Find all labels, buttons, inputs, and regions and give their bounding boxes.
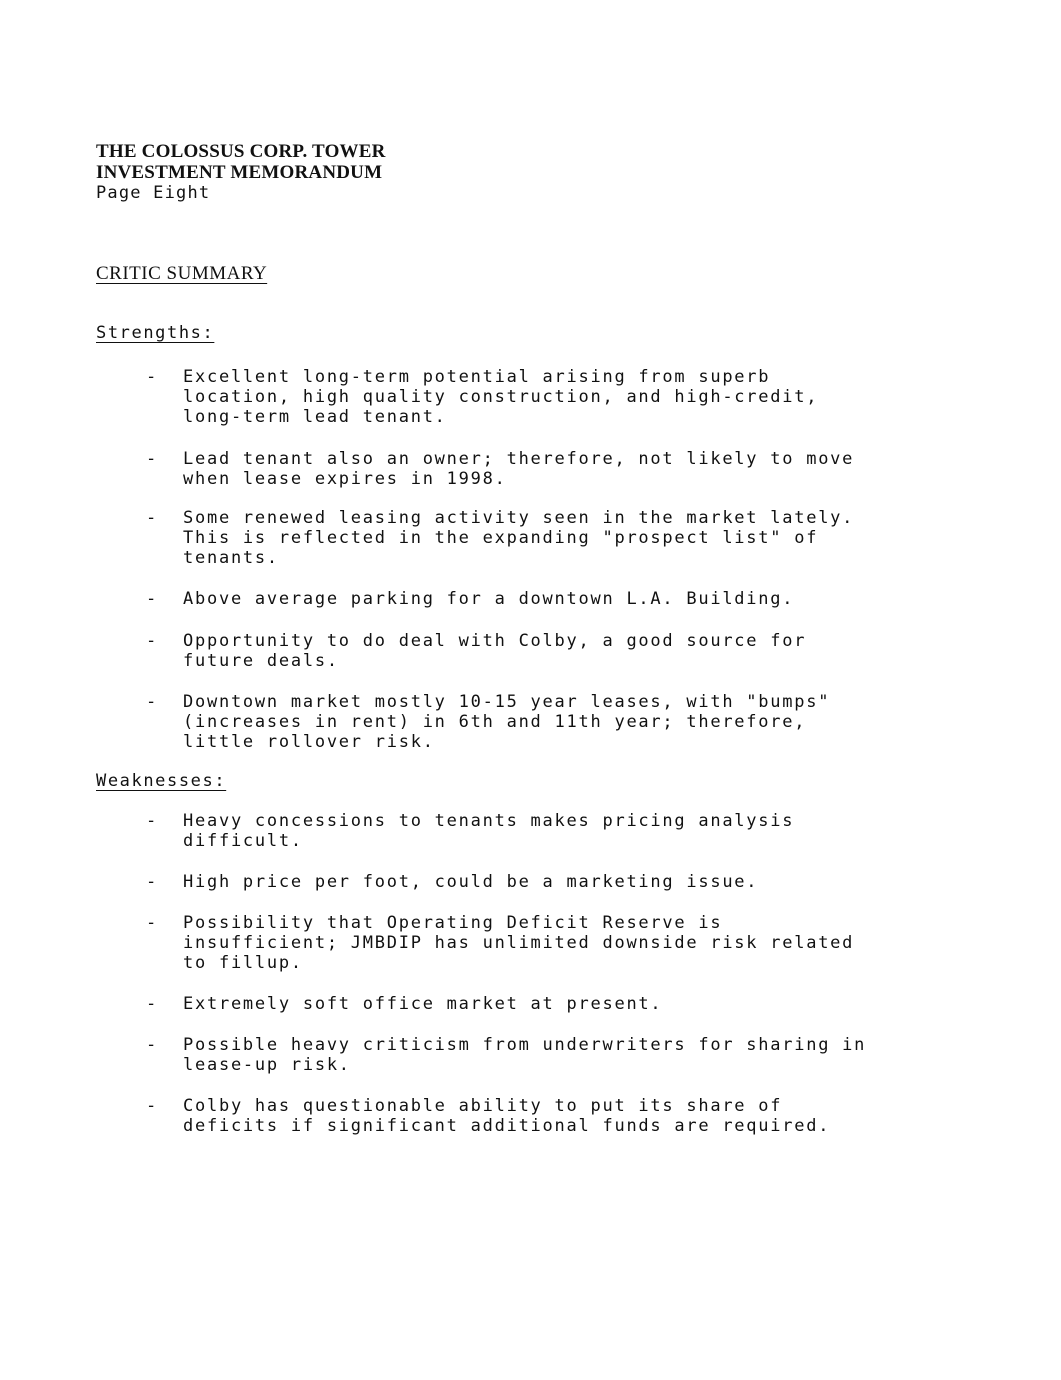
bullet-dash: - bbox=[146, 913, 158, 933]
section-title: CRITIC SUMMARY bbox=[96, 263, 268, 284]
bullet-dash: - bbox=[146, 1035, 158, 1055]
header-title: THE COLOSSUS CORP. TOWER bbox=[96, 141, 386, 162]
weaknesses-heading: Weaknesses: bbox=[96, 771, 227, 791]
bullet-dash: - bbox=[146, 692, 158, 712]
weakness-text: Possibility that Operating Deficit Reserve is insufficient; JMBDIP has unlimited downside risk related to fillup. bbox=[183, 913, 855, 973]
header-page-number: Page Eight bbox=[96, 183, 211, 203]
bullet-dash: - bbox=[146, 811, 158, 831]
bullet-dash: - bbox=[146, 872, 158, 892]
bullet-dash: - bbox=[146, 367, 158, 387]
weakness-text: Possible heavy criticism from underwriters for sharing in lease-up risk. bbox=[183, 1035, 867, 1075]
bullet-dash: - bbox=[146, 589, 158, 609]
strength-text: Above average parking for a downtown L.A. Building. bbox=[183, 589, 795, 609]
weakness-text: High price per foot, could be a marketing issue. bbox=[183, 872, 759, 892]
strength-text: Lead tenant also an owner; therefore, not likely to move when lease expires in 1998. bbox=[183, 449, 855, 489]
strength-text: Downtown market mostly 10-15 year leases, with "bumps" (increases in rent) in 6th and 11th year; therefore, little rollover risk. bbox=[183, 692, 831, 752]
bullet-dash: - bbox=[146, 449, 158, 469]
bullet-dash: - bbox=[146, 994, 158, 1014]
weakness-text: Colby has questionable ability to put its share of deficits if significant additional funds are required. bbox=[183, 1096, 831, 1136]
weakness-text: Extremely soft office market at present. bbox=[183, 994, 663, 1014]
document-header bbox=[96, 141, 386, 204]
strength-text: Excellent long-term potential arising from superb location, high quality construction, and high-credit, long-term lead tenant. bbox=[183, 367, 819, 427]
bullet-dash: - bbox=[146, 1096, 158, 1116]
strength-text: Some renewed leasing activity seen in the market lately. This is reflected in the expanding "prospect list" of tenants. bbox=[183, 508, 855, 568]
bullet-dash: - bbox=[146, 508, 158, 528]
weakness-text: Heavy concessions to tenants makes pricing analysis difficult. bbox=[183, 811, 795, 851]
strength-text: Opportunity to do deal with Colby, a good source for future deals. bbox=[183, 631, 807, 671]
header-subtitle: INVESTMENT MEMORANDUM bbox=[96, 162, 383, 183]
strengths-heading: Strengths: bbox=[96, 323, 215, 343]
bullet-dash: - bbox=[146, 631, 158, 651]
